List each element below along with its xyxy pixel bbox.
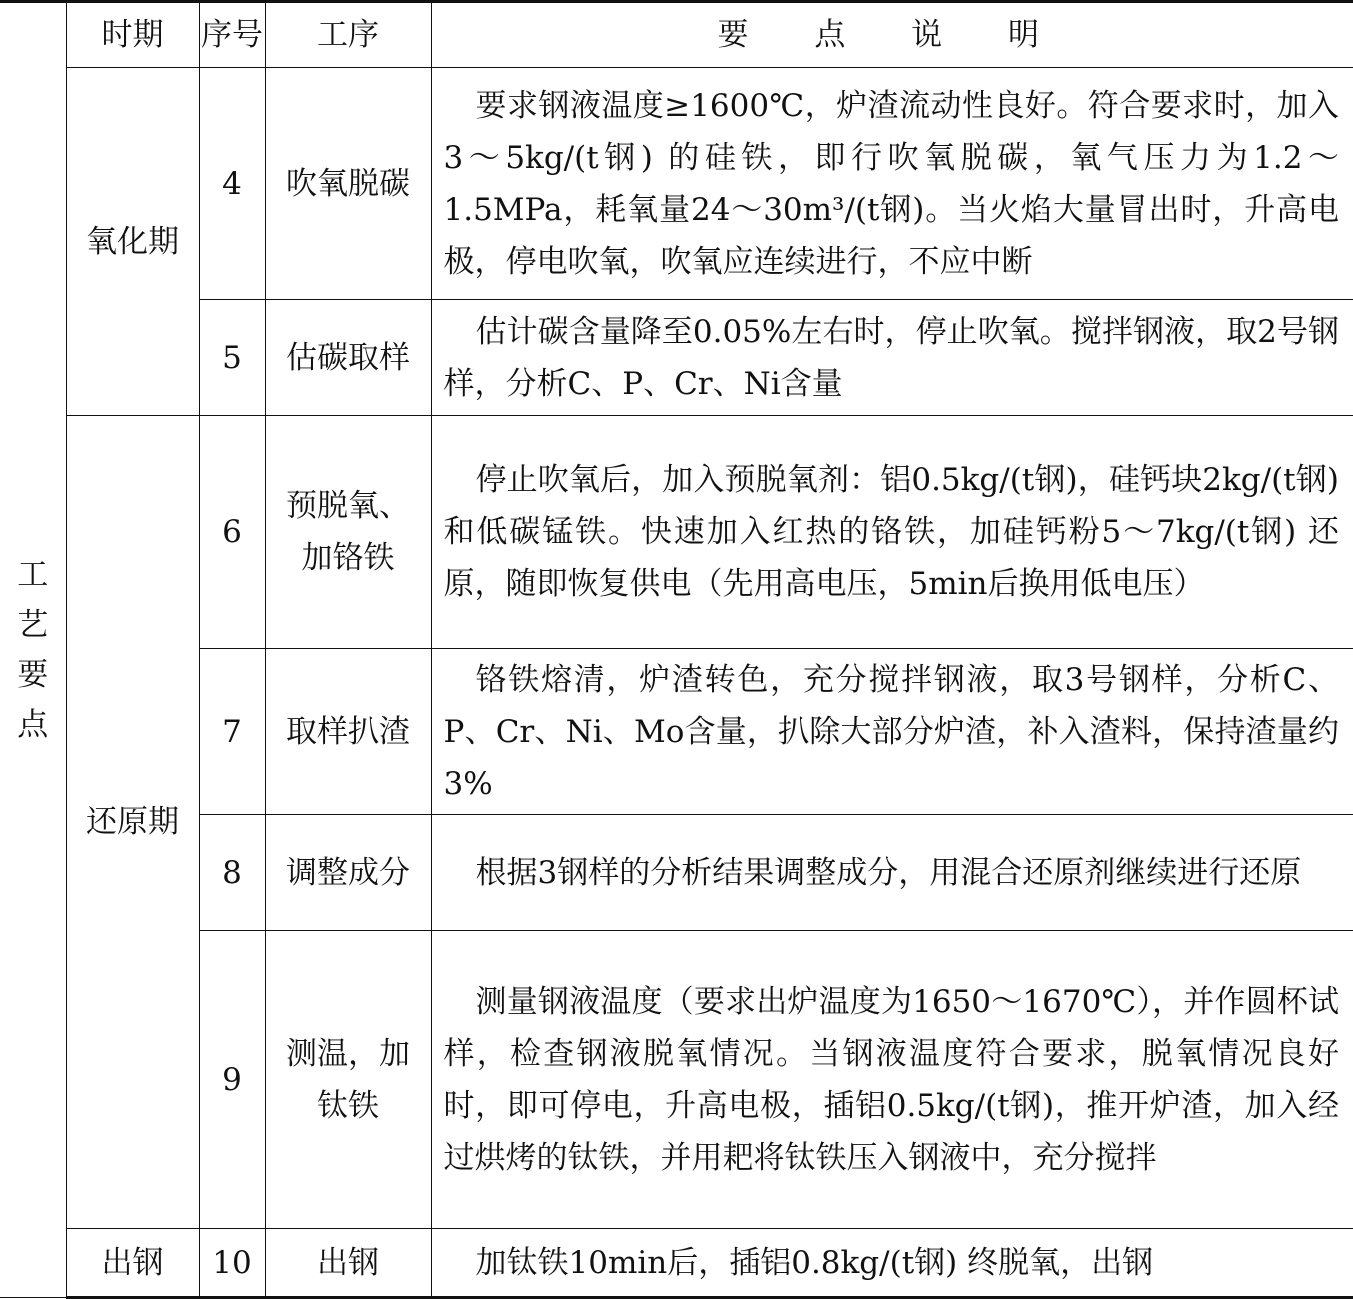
side-label-cell [0, 2, 66, 1298]
row-seq: 8 [199, 815, 265, 931]
row-desc-cell [431, 416, 1353, 649]
row-step-cell [265, 931, 431, 1229]
table-row [0, 300, 1353, 416]
row-desc: 铬铁熔清，炉渣转色，充分搅拌钢液，取3号钢样，分析C、P、Cr、Ni、Mo含量，扒除大部分炉渣，补入渣料，保持渣量约3% [432, 654, 1353, 810]
row-desc-cell [431, 1229, 1353, 1298]
row-seq: 4 [199, 68, 265, 300]
row-seq: 7 [199, 649, 265, 815]
period-label: 氧化期 [86, 216, 179, 268]
row-desc-cell [431, 931, 1353, 1229]
row-step: 测温，加钛铁 [266, 1028, 431, 1132]
row-step: 取样扒渣 [278, 706, 418, 758]
row-seq: 10 [199, 1229, 265, 1298]
row-step-cell [265, 416, 431, 649]
table-row [0, 68, 1353, 300]
row-step: 估碳取样 [278, 332, 418, 384]
table-row [0, 931, 1353, 1229]
period-label: 还原期 [86, 796, 179, 848]
row-desc: 根据3钢样的分析结果调整成分，用混合还原剂继续进行还原 [432, 847, 1353, 899]
side-label: 工艺要点 [16, 550, 50, 750]
header-desc-cell [431, 2, 1353, 68]
period-tapping [66, 1229, 199, 1298]
period-reduction [66, 416, 199, 1229]
row-desc: 停止吹氧后，加入预脱氧剂：铝0.5kg/(t钢)，硅钙块2kg/(t钢) 和低碳锰铁。快速加入红热的铬铁，加硅钙粉5～7kg/(t钢) 还原，随即恢复供电（先用高电压，5min后换用低电压） [432, 454, 1353, 610]
row-step: 调整成分 [278, 847, 418, 899]
row-desc-cell [431, 649, 1353, 815]
row-step: 出钢 [309, 1237, 387, 1289]
period-oxidation [66, 68, 199, 416]
row-desc: 测量钢液温度（要求出炉温度为1650～1670℃），并作圆杯试样，检查钢液脱氧情况。当钢液温度符合要求，脱氧情况良好时，即可停电，升高电极，插铝0.5kg/(t钢)，推开炉渣，加入经过烘烤的钛铁，并用耙将钛铁压入钢液中，充分搅拌 [432, 976, 1353, 1184]
row-desc: 加钛铁10min后，插铝0.8kg/(t钢) 终脱氧，出钢 [432, 1237, 1353, 1289]
row-step-cell [265, 68, 431, 300]
table-row [0, 416, 1353, 649]
row-step-cell [265, 300, 431, 416]
table-row [0, 1229, 1353, 1298]
header-seq: 序号 [199, 2, 265, 68]
row-desc-cell [431, 815, 1353, 931]
table-row [0, 649, 1353, 815]
period-label: 出钢 [102, 1237, 164, 1289]
row-desc: 估计碳含量降至0.05%左右时，停止吹氧。搅拌钢液，取2号钢样，分析C、P、Cr、Ni含量 [432, 306, 1353, 410]
header-step: 工序 [265, 2, 431, 68]
row-desc: 要求钢液温度≥1600℃，炉渣流动性良好。符合要求时，加入3～5kg/(t钢) 的硅铁，即行吹氧脱碳，氧气压力为1.2～1.5MPa，耗氧量24～30m³/(t钢)。当火焰大量冒出时，升高电极，停电吹氧，吹氧应连续进行，不应中断 [432, 80, 1353, 288]
row-step-cell [265, 815, 431, 931]
row-seq: 9 [199, 931, 265, 1229]
row-desc-cell [431, 68, 1353, 300]
table-row [0, 815, 1353, 931]
row-seq: 5 [199, 300, 265, 416]
row-step: 吹氧脱碳 [278, 158, 418, 210]
header-desc: 要 点 说 明 [717, 17, 1067, 53]
row-seq: 6 [199, 416, 265, 649]
header-row [0, 2, 1353, 68]
row-step-cell [265, 649, 431, 815]
header-period: 时期 [66, 2, 199, 68]
row-desc-cell [431, 300, 1353, 416]
row-step-cell [265, 1229, 431, 1298]
row-step: 预脱氧、加铬铁 [266, 480, 431, 584]
